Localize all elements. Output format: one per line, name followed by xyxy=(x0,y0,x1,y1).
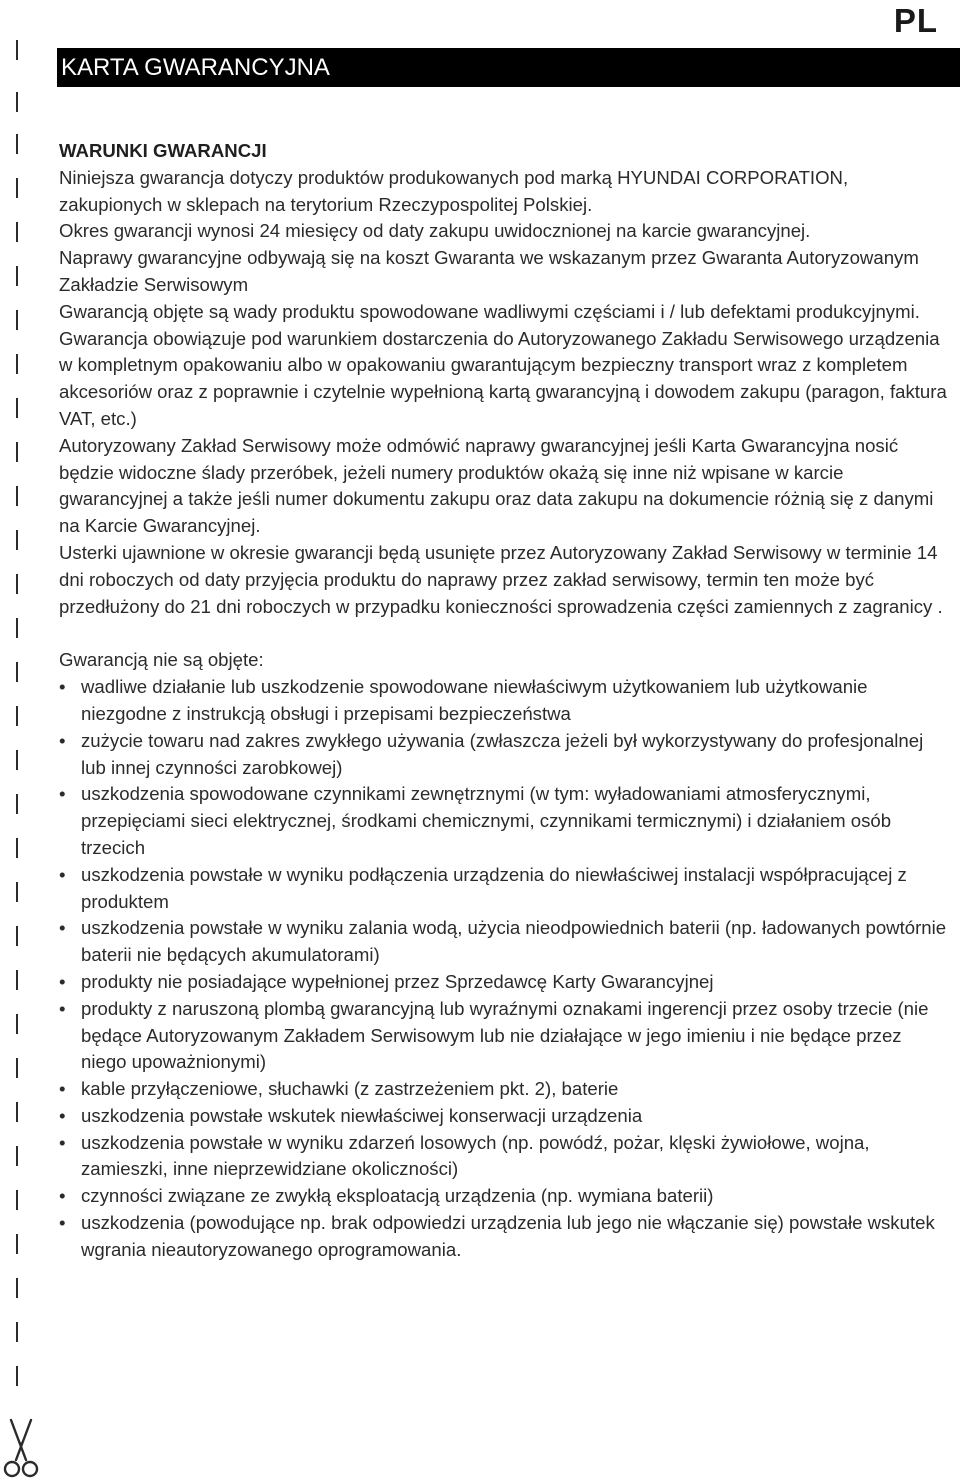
cut-mark xyxy=(16,970,18,990)
list-item-text: czynności związane ze zwykłą eksploatacją urządzenia (np. wymiana baterii) xyxy=(81,1185,714,1207)
cut-mark xyxy=(16,1366,18,1386)
paragraph: Autoryzowany Zakład Serwisowy może odmówić naprawy gwarancyjnej jeśli Karta Gwarancyjna nosić będzie widoczne ślady przeróbek, jeżeli numery produktów okażą się inne niż wpisane w karcie gwarancyjnej a także jeśli numer dokumentu zakupu oraz data zakupu na dokumencie różnią się z danymi na Karcie Gwarancyjnej. xyxy=(59,434,934,537)
bullet: • xyxy=(59,997,66,1019)
language-label: PL xyxy=(893,2,938,39)
bullet: • xyxy=(59,970,66,992)
list-item-text: uszkodzenia (powodujące np. brak odpowiedzi urządzenia lub jego nie włączanie się) powstałe wskutek wgrania nieautoryzowanego oprogramowania. xyxy=(81,1212,935,1260)
cut-line xyxy=(0,0,40,1483)
list-item xyxy=(59,728,949,782)
list-item xyxy=(59,1210,949,1264)
cut-mark xyxy=(16,618,18,638)
cut-mark xyxy=(16,1058,18,1078)
page-title: KARTA GWARANCYJNA xyxy=(61,54,330,81)
cut-mark xyxy=(16,40,18,60)
cut-mark xyxy=(16,1322,18,1342)
bullet: • xyxy=(59,1185,66,1207)
cut-mark xyxy=(16,750,18,770)
bullet: • xyxy=(59,783,66,805)
list-item xyxy=(59,781,949,861)
list-item-text: uszkodzenia powstałe wskutek niewłaściwej konserwacji urządzenia xyxy=(81,1104,643,1126)
paragraph: Usterki ujawnione w okresie gwarancji będą usunięte przez Autoryzowany Zakład Serwisowy w terminie 14 dni roboczych od daty przyjęcia produktu do naprawy przez zakład serwisowy, termin ten może być przedłużony do 21 dni roboczych w przypadku konieczności sprowadzenia części zamiennych z zagranicy . xyxy=(59,541,943,617)
bullet: • xyxy=(59,917,66,939)
cut-mark xyxy=(16,706,18,726)
exclusions-intro: Gwarancją nie są objęte: xyxy=(59,649,264,671)
cut-mark xyxy=(16,1014,18,1034)
list-item-text: produkty z naruszoną plombą gwarancyjną lub wyraźnymi oznakami ingerencji przez osoby trzecie (nie będące Autoryzowanym Zakładem Serwisowym lub nie działające w jego imieniu i nie będące przez niego upoważnionymi) xyxy=(81,997,929,1073)
paragraph: Niniejsza gwarancja dotyczy produktów produkowanych pod marką HYUNDAI CORPORATION, zakupionych w sklepach na terytorium Rzeczypospolitej Polskiej. xyxy=(59,166,849,215)
cut-mark xyxy=(16,1146,18,1166)
cut-mark xyxy=(16,1234,18,1254)
exclusions-list xyxy=(59,674,949,1264)
cut-mark xyxy=(16,1190,18,1210)
bullet: • xyxy=(59,729,66,751)
section-title: WARUNKI GWARANCJI xyxy=(59,140,267,161)
list-item xyxy=(59,915,949,969)
bullet: • xyxy=(59,1104,66,1126)
list-item-text: wadliwe działanie lub uszkodzenie spowodowane niewłaściwym użytkowaniem lub użytkowanie niezgodne z instrukcją obsługi i przepisami bezpieczeństwa xyxy=(81,676,868,724)
cut-mark xyxy=(16,662,18,682)
cut-mark xyxy=(16,398,18,418)
list-item-text: zużycie towaru nad zakres zwykłego używania (zwłaszcza jeżeli był wykorzystywany do profesjonalnej lub innej czynności zarobkowej) xyxy=(81,729,924,778)
paragraph: Gwarancja obowiązuje pod warunkiem dostarczenia do Autoryzowanego Zakładu Serwisowego urządzenia w kompletnym opakowaniu albo w opakowaniu gwarantującym bezpieczny transport wraz z kompletem akcesoriów oraz z poprawnie i czytelnie wypełnioną kartą gwarancyjną i dowodem zakupu (paragon, faktura VAT, etc.) xyxy=(59,327,947,429)
cut-mark xyxy=(16,134,18,154)
cut-mark xyxy=(16,794,18,814)
list-item xyxy=(59,674,949,728)
cut-mark xyxy=(16,354,18,374)
paragraph: Gwarancją objęte są wady produktu spowodowane wadliwymi częściami i / lub defektami produkcyjnymi. xyxy=(59,300,920,322)
bullet: • xyxy=(59,1131,66,1153)
cut-mark xyxy=(16,1278,18,1298)
cut-mark xyxy=(16,92,18,112)
bullet: • xyxy=(59,1078,66,1100)
cut-mark xyxy=(16,222,18,242)
cut-mark xyxy=(16,1102,18,1122)
list-item xyxy=(59,996,949,1076)
cut-mark xyxy=(16,926,18,946)
bullet: • xyxy=(59,1212,66,1234)
list-item xyxy=(59,1103,949,1130)
cut-mark xyxy=(16,266,18,286)
paragraph: Naprawy gwarancyjne odbywają się na koszt Gwaranta we wskazanym przez Gwaranta Autoryzowanym Zakładzie Serwisowym xyxy=(59,247,919,295)
warranty-text xyxy=(59,138,949,1264)
cut-mark xyxy=(16,442,18,462)
paragraph: Okres gwarancji wynosi 24 miesięcy od daty zakupu uwidocznionej na karcie gwarancyjnej. xyxy=(59,220,811,242)
list-item-text: uszkodzenia powstałe w wyniku podłączenia urządzenia do niewłaściwej instalacji współpracującej z produktem xyxy=(81,863,907,912)
cut-mark xyxy=(16,882,18,902)
list-item xyxy=(59,1130,949,1184)
list-item-text: kable przyłączeniowe, słuchawki (z zastrzeżeniem pkt. 2), baterie xyxy=(81,1078,619,1100)
list-item xyxy=(59,862,949,916)
cut-mark xyxy=(16,838,18,858)
list-item xyxy=(59,969,949,996)
bullet: • xyxy=(59,676,66,698)
list-item-text: uszkodzenia powstałe w wyniku zalania wodą, użycia nieodpowiednich baterii (np. ładowanych powtórnie baterii nie będących akumulatorami) xyxy=(81,917,947,966)
list-item-text: produkty nie posiadające wypełnionej przez Sprzedawcę Karty Gwarancyjnej xyxy=(81,970,714,992)
spacer xyxy=(59,620,949,647)
bullet: • xyxy=(59,863,66,885)
cut-mark xyxy=(16,530,18,550)
cut-mark xyxy=(16,574,18,594)
cut-mark xyxy=(16,178,18,198)
cut-mark xyxy=(16,486,18,506)
scissors-icon xyxy=(2,1418,40,1480)
header-bar xyxy=(57,48,960,87)
list-item xyxy=(59,1076,949,1103)
list-item xyxy=(59,1183,949,1210)
list-item-text: uszkodzenia powstałe w wyniku zdarzeń losowych (np. powódź, pożar, klęski żywiołowe, wojna, zamieszki, inne nieprzewidziane okoliczności) xyxy=(81,1131,870,1180)
cut-mark xyxy=(16,310,18,330)
list-item-text: uszkodzenia spowodowane czynnikami zewnętrznymi (w tym: wyładowaniami atmosferycznymi, przepięciami sieci elektrycznej, środkami chemicznymi, czynnikami termicznymi) i działaniem osób trzecich xyxy=(81,783,892,858)
